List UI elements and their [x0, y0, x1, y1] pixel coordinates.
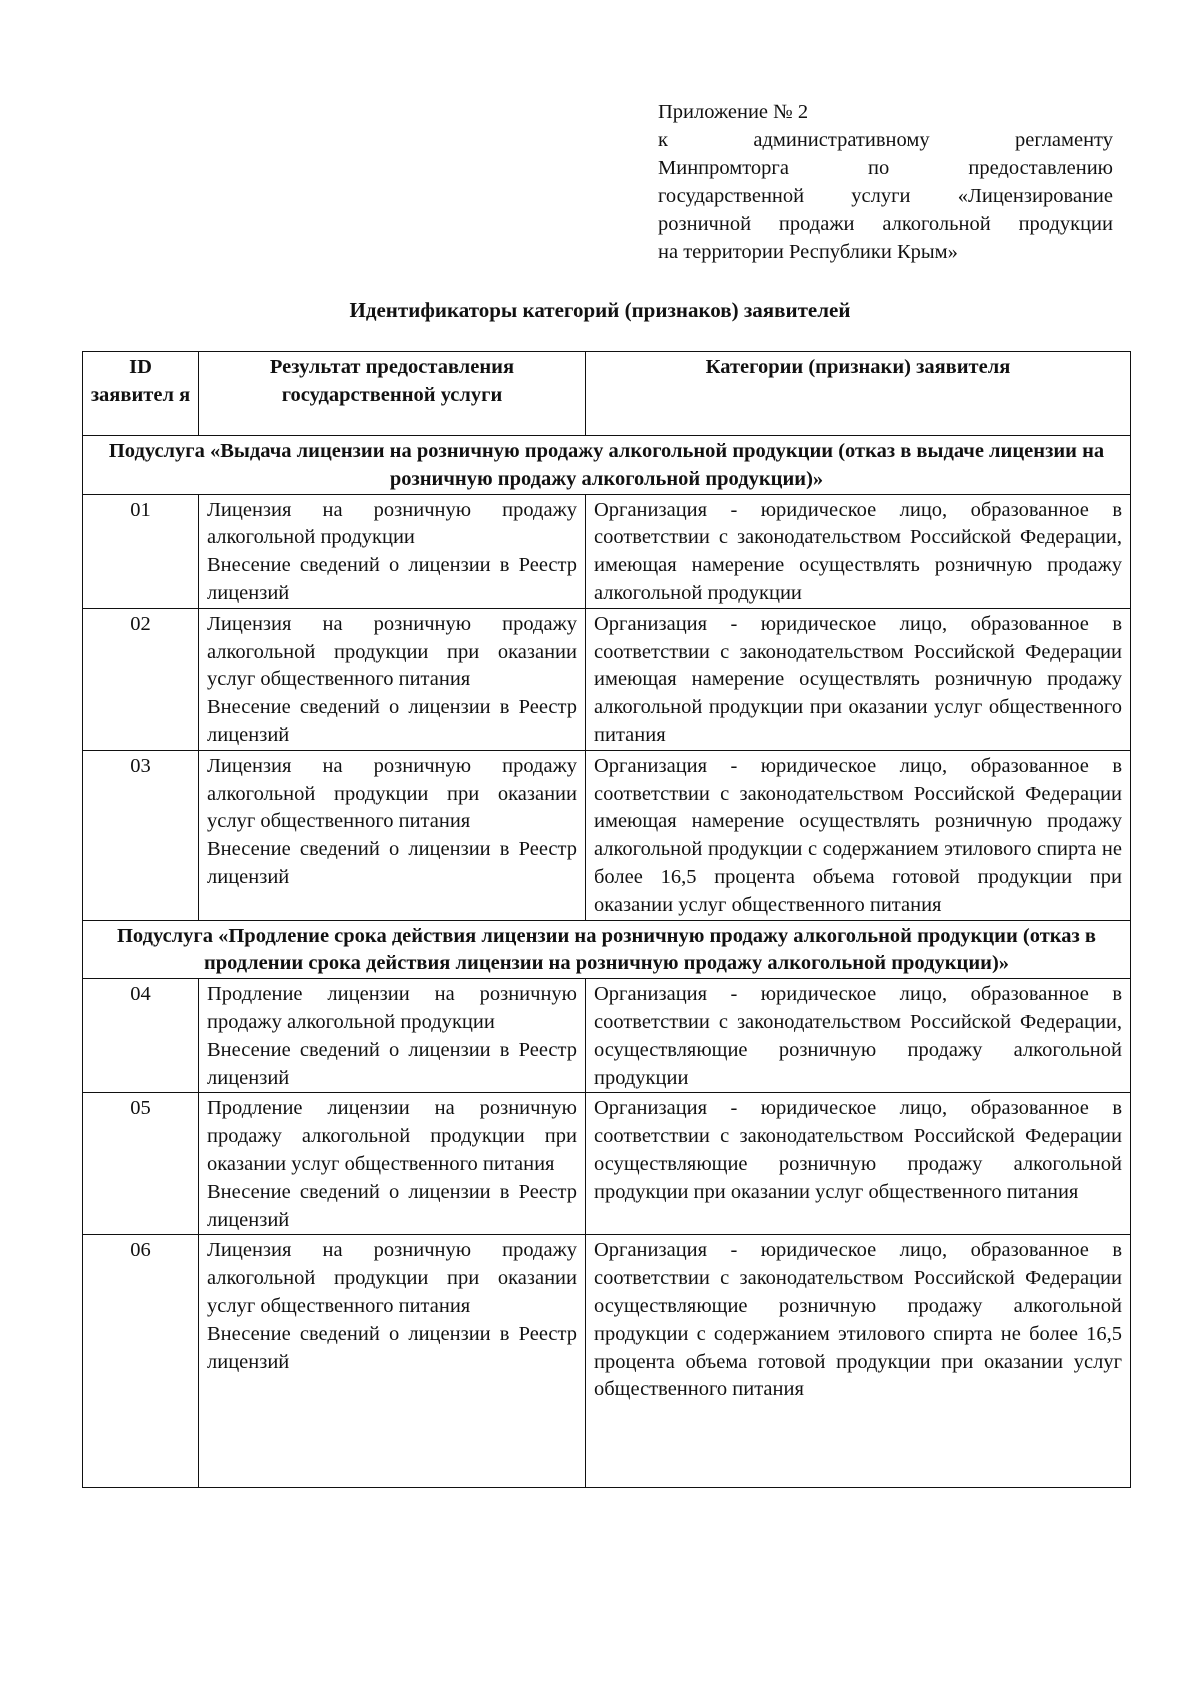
table-row — [83, 750, 1131, 920]
row-category: Организация - юридическое лицо, образованное в соответствии с законодательством Российской Федерации имеющая намерение осуществлять розничную продажу алкогольной продукции с содержанием этилового спирта не более 16,5 процента объема готовой продукции при оказании услуг общественного питания — [586, 750, 1131, 920]
header-result: Результат предоставления государственной услуги — [199, 352, 586, 436]
table-header-row — [83, 352, 1131, 436]
section-title: Подуслуга «Продление срока действия лицензии на розничную продажу алкогольной продукции (отказ в продлении срока действия лицензии на розничную продажу алкогольной продукции)» — [83, 920, 1131, 979]
appendix-line: на территории Республики Крым» — [658, 241, 958, 263]
document-title: Идентификаторы категорий (признаков) заявителей — [349, 298, 851, 322]
appendix-line: государственной услуги «Лицензирование — [658, 185, 1113, 207]
appendix-number: Приложение № 2 — [658, 101, 809, 123]
result-text: Внесение сведений о лицензии в Реестр лицензий — [207, 1322, 577, 1373]
appendix-line: Минпромторга по предоставлению — [658, 157, 1113, 179]
result-text: Внесение сведений о лицензии в Реестр лицензий — [207, 696, 577, 746]
row-category: Организация - юридическое лицо, образованное в соответствии с законодательством Российской Федерации осуществляющие розничную продажу алкогольной продукции при оказании услуг общественного питания — [586, 1093, 1131, 1235]
section-title: Подуслуга «Выдача лицензии на розничную продажу алкогольной продукции (отказ в выдаче лицензии на розничную продажу алкогольной продукции)» — [83, 436, 1131, 495]
result-text: Продление лицензии на розничную продажу алкогольной продукции — [207, 983, 577, 1033]
row-id: 03 — [83, 750, 199, 920]
result-text: Внесение сведений о лицензии в Реестр лицензий — [207, 554, 577, 604]
result-text: Лицензия на розничную продажу алкогольной продукции — [207, 498, 577, 549]
header-category: Категории (признаки) заявителя — [586, 352, 1131, 436]
result-text: Лицензия на розничную продажу алкогольной продукции при оказании услуг общественного питания — [207, 754, 577, 833]
result-text: Внесение сведений о лицензии в Реестр лицензий — [207, 1180, 577, 1231]
table-row — [83, 979, 1131, 1093]
table-row — [83, 608, 1131, 750]
row-id: 02 — [83, 608, 199, 750]
row-id: 04 — [83, 979, 199, 1093]
row-result — [199, 494, 586, 608]
table-row — [83, 1235, 1131, 1488]
row-result — [199, 750, 586, 920]
appendix-line: розничной продажи алкогольной продукции — [658, 213, 1113, 235]
row-id: 06 — [83, 1235, 199, 1488]
row-category: Организация - юридическое лицо, образованное в соответствии с законодательством Российской Федерации имеющая намерение осуществлять розничную продажу алкогольной продукции при оказании услуг общественного питания — [586, 608, 1131, 750]
section-row — [83, 920, 1131, 979]
row-id: 05 — [83, 1093, 199, 1235]
row-category: Организация - юридическое лицо, образованное в соответствии с законодательством Российской Федерации, осуществляющие розничную продажу алкогольной продукции — [586, 979, 1131, 1093]
row-category: Организация - юридическое лицо, образованное в соответствии с законодательством Российской Федерации осуществляющие розничную продажу алкогольной продукции с содержанием этилового спирта не более 16,5 процента объема готовой продукции при оказании услуг общественного питания — [586, 1235, 1131, 1488]
appendix-header — [658, 98, 1113, 266]
categories-table — [82, 351, 1131, 1488]
result-text: Внесение сведений о лицензии в Реестр лицензий — [207, 1038, 577, 1089]
row-result — [199, 1235, 586, 1488]
row-category: Организация - юридическое лицо, образованное в соответствии с законодательством Российской Федерации, имеющая намерение осуществлять розничную продажу алкогольной продукции — [586, 494, 1131, 608]
section-row — [83, 436, 1131, 495]
appendix-line: к административному регламенту — [658, 129, 1113, 151]
row-result — [199, 979, 586, 1093]
row-id: 01 — [83, 494, 199, 608]
table-row — [83, 1093, 1131, 1235]
result-text: Продление лицензии на розничную продажу алкогольной продукции при оказании услуг общественного питания — [207, 1097, 577, 1175]
header-id: ID заявител я — [83, 352, 199, 436]
table-row — [83, 494, 1131, 608]
result-text: Лицензия на розничную продажу алкогольной продукции при оказании услуг общественного питания — [207, 1239, 577, 1317]
row-result — [199, 1093, 586, 1235]
result-text: Внесение сведений о лицензии в Реестр лицензий — [207, 838, 577, 888]
row-result — [199, 608, 586, 750]
result-text: Лицензия на розничную продажу алкогольной продукции при оказании услуг общественного питания — [207, 612, 577, 691]
